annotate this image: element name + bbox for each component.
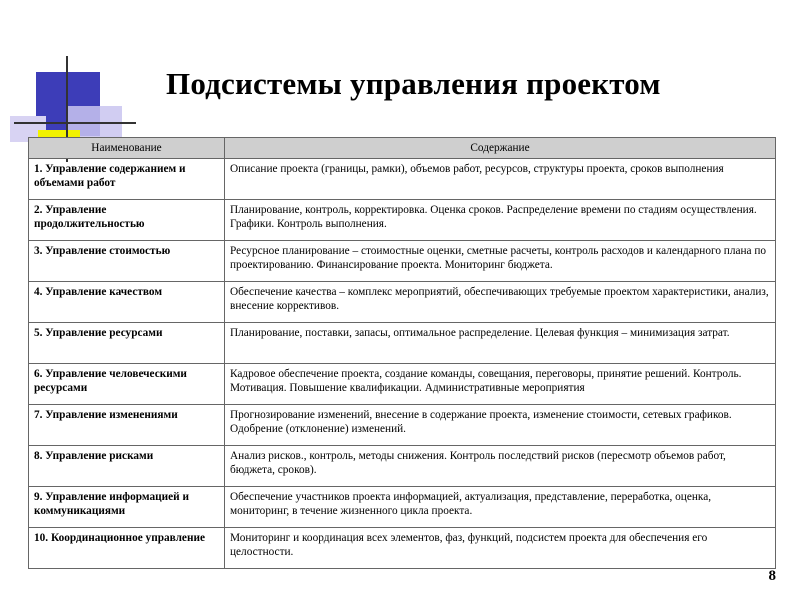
decor-horizontal-line — [14, 122, 136, 124]
row-content: Обеспечение качества – комплекс мероприятий, обеспечивающих требуемые проектом характеристики, анализ, внесение коррективов. — [225, 282, 776, 323]
table-row — [29, 159, 776, 200]
row-name: 8. Управление рисками — [29, 446, 225, 487]
table-row — [29, 200, 776, 241]
table-row — [29, 323, 776, 364]
row-content: Обеспечение участников проекта информацией, актуализация, представление, переработка, оценка, мониторинг, в течение жизненного цикла проекта. — [225, 487, 776, 528]
row-content: Анализ рисков., контроль, методы снижения. Контроль последствий рисков (пересмотр объемов работ, бюджета, сроков). — [225, 446, 776, 487]
row-name: 4. Управление качеством — [29, 282, 225, 323]
row-content: Кадровое обеспечение проекта, создание команды, совещания, переговоры, принятие решений. Контроль. Мотивация. Повышение квалификации. Административные мероприятия — [225, 364, 776, 405]
slide-title: Подсистемы управления проектом — [166, 66, 661, 101]
table-row — [29, 364, 776, 405]
row-content: Ресурсное планирование – стоимостные оценки, сметные расчеты, контроль расходов и календарного плана по проектированию. Финансирование проекта. Мониторинг бюджета. — [225, 241, 776, 282]
table-row — [29, 528, 776, 569]
table-row — [29, 241, 776, 282]
subsystems-table — [28, 137, 776, 569]
table-row — [29, 282, 776, 323]
page-number: 8 — [768, 568, 776, 584]
table-row — [29, 405, 776, 446]
header-content: Содержание — [225, 138, 776, 159]
row-content: Планирование, контроль, корректировка. Оценка сроков. Распределение времени по стадиям осуществления. Графики. Контроль выполнения. — [225, 200, 776, 241]
row-name: 5. Управление ресурсами — [29, 323, 225, 364]
row-content: Мониторинг и координация всех элементов, фаз, функций, подсистем проекта для обеспечения его целостности. — [225, 528, 776, 569]
row-name: 1. Управление содержанием и объемами работ — [29, 159, 225, 200]
row-content: Описание проекта (границы, рамки), объемов работ, ресурсов, структуры проекта, сроков выполнения — [225, 159, 776, 200]
row-content: Планирование, поставки, запасы, оптимальное распределение. Целевая функция – минимизация затрат. — [225, 323, 776, 364]
row-name: 2. Управление продолжительностью — [29, 200, 225, 241]
row-name: 7. Управление изменениями — [29, 405, 225, 446]
row-name: 9. Управление информацией и коммуникациями — [29, 487, 225, 528]
table-header-row — [29, 138, 776, 159]
header-name: Наименование — [29, 138, 225, 159]
table-row — [29, 446, 776, 487]
row-content: Прогнозирование изменений, внесение в содержание проекта, изменение стоимости, сетевых графиков. Одобрение (отклонение) изменений. — [225, 405, 776, 446]
row-name: 10. Координационное управление — [29, 528, 225, 569]
row-name: 3. Управление стоимостью — [29, 241, 225, 282]
table-row — [29, 487, 776, 528]
row-name: 6. Управление человеческими ресурсами — [29, 364, 225, 405]
